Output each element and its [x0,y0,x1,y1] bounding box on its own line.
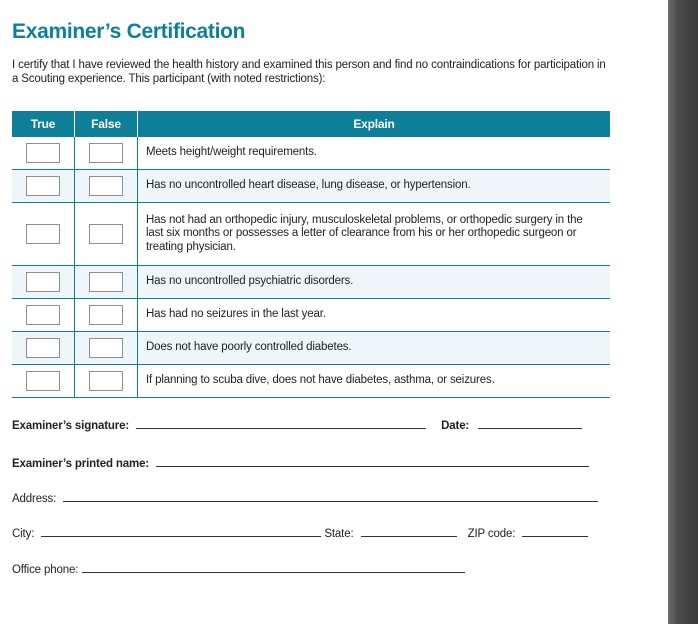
intro-text: I certify that I have reviewed the health history and examined this person and find no contraindications for participation in a Scouting experience. This participant (with noted restrictions): [12,59,606,85]
table-row [12,299,610,332]
false-cell [75,266,138,299]
office-phone-label: Office phone: [12,564,79,576]
true-cell [12,170,75,203]
false-checkbox[interactable] [89,305,123,325]
address-label: Address: [12,493,57,505]
state-line[interactable] [361,525,457,537]
signature-line[interactable] [136,417,426,429]
printed-name-label: Examiner’s printed name: [12,458,149,470]
viewer-side-bar [668,0,698,624]
zip-label: ZIP code: [467,528,516,540]
header-false: False [75,111,138,137]
zip-line[interactable] [522,525,588,537]
true-cell [12,332,75,365]
false-checkbox[interactable] [89,272,123,292]
table-row [12,365,610,398]
printed-name-row [12,455,589,470]
false-checkbox[interactable] [89,371,123,391]
header-explain: Explain [138,111,611,137]
page-title: Examiner’s Certification [12,20,246,43]
false-cell [75,332,138,365]
true-checkbox[interactable] [26,143,60,163]
true-cell [12,203,75,266]
false-checkbox[interactable] [89,176,123,196]
true-cell [12,266,75,299]
row-explain: Has not had an orthopedic injury, musculoskeletal problems, or orthopedic surgery in the last six months or possesses a letter of clearance from his or her orthopedic surgeon or treating physician. [138,203,611,266]
row-explain: Has had no seizures in the last year. [138,299,611,332]
printed-name-line[interactable] [156,455,589,467]
office-phone-line[interactable] [82,561,465,573]
false-cell [75,137,138,170]
address-line[interactable] [63,490,598,502]
table-row [12,203,610,266]
true-cell [12,137,75,170]
true-checkbox[interactable] [26,305,60,325]
true-checkbox[interactable] [26,272,60,292]
false-checkbox[interactable] [89,224,123,244]
true-checkbox[interactable] [26,371,60,391]
false-cell [75,170,138,203]
certification-table [12,111,610,398]
true-checkbox[interactable] [26,176,60,196]
false-cell [75,203,138,266]
true-checkbox[interactable] [26,224,60,244]
office-phone-row [12,561,465,576]
city-label: City: [12,528,35,540]
false-cell [75,299,138,332]
true-cell [12,365,75,398]
row-explain: Has no uncontrolled psychiatric disorders. [138,266,611,299]
table-row [12,170,610,203]
table-row [12,332,610,365]
signature-label: Examiner’s signature: [12,420,130,432]
false-checkbox[interactable] [89,143,123,163]
table-row [12,137,610,170]
header-true: True [12,111,75,137]
city-line[interactable] [41,525,321,537]
row-explain: If planning to scuba dive, does not have diabetes, asthma, or seizures. [138,365,611,398]
city-row [12,525,588,540]
table-row [12,266,610,299]
row-explain: Has no uncontrolled heart disease, lung disease, or hypertension. [138,170,611,203]
true-cell [12,299,75,332]
false-cell [75,365,138,398]
address-row [12,490,598,505]
date-label: Date: [441,420,470,432]
false-checkbox[interactable] [89,338,123,358]
true-checkbox[interactable] [26,338,60,358]
signature-row [12,417,582,432]
date-line[interactable] [478,417,582,429]
row-explain: Does not have poorly controlled diabetes. [138,332,611,365]
row-explain: Meets height/weight requirements. [138,137,611,170]
state-label: State: [324,528,354,540]
table-header-row [12,111,610,137]
